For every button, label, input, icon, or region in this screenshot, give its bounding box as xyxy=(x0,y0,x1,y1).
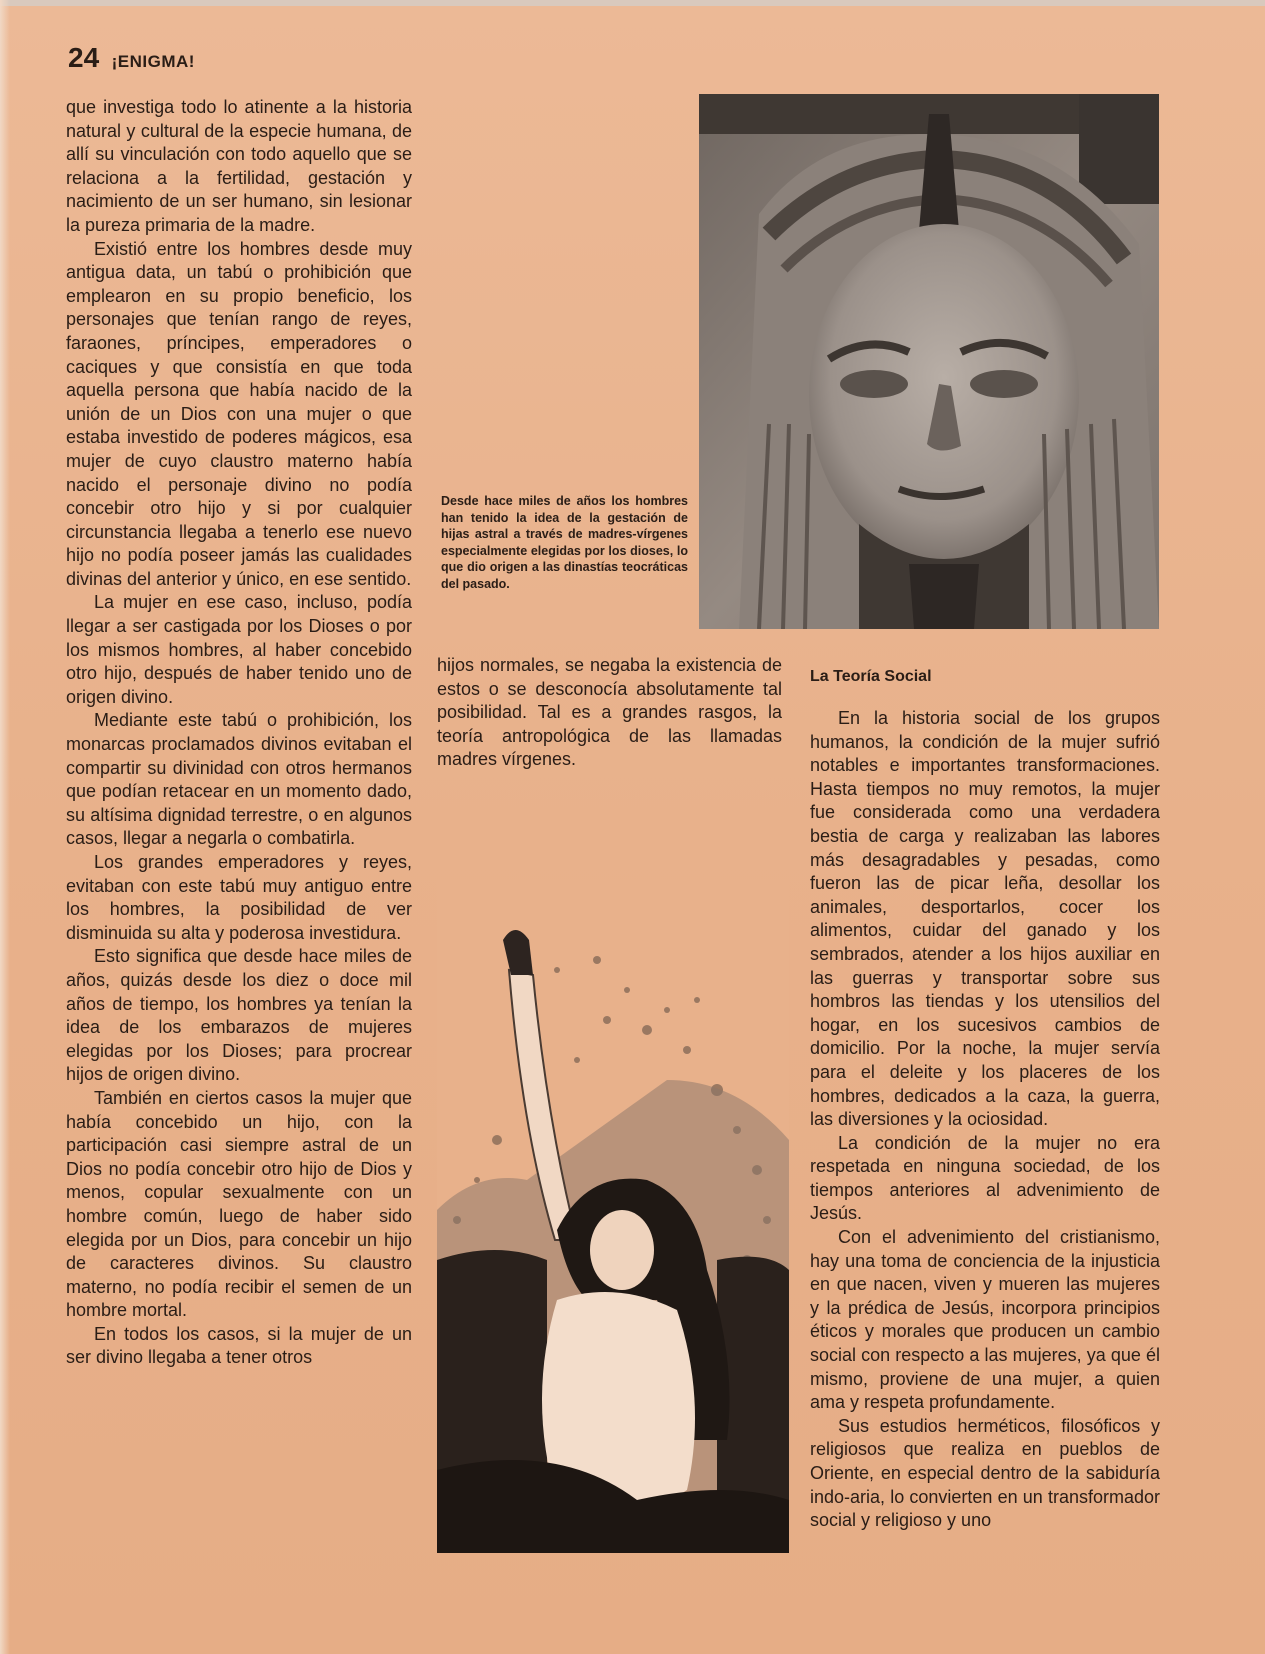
woman-photo xyxy=(437,880,789,1553)
paragraph: hijos normales, se negaba la existencia de estos o se desconocía absolutamente tal posibilidad. Tal es a grandes rasgos, la teoría antropológica de las llamadas madres vírgenes. xyxy=(437,655,782,770)
page-header xyxy=(68,42,195,74)
paragraph: Con el advenimiento del cristianismo, hay una toma de conciencia de la injusticia en que nacen, viven y mueren las mujeres y la prédica de Jesús, incorpora principios éticos y morales que producen un cambio social con respecto a las mujeres, ya que él mismo, proviene de una mujer, a quien ama y respeta profundamente. xyxy=(810,1227,1160,1413)
paragraph: Existió entre los hombres desde muy antigua data, un tabú o prohibición que emplearon en su propio beneficio, los personajes que tenían rango de reyes, faraones, príncipes, emperadores o caciques y que consistía en que toda aquella persona que había nacido de la unión de un Dios con una mujer o que estaba investido de poderes mágicos, esa mujer de cuyo claustro materno había nacido el personaje divino no podía concebir otro hijo y si por cualquier circunstancia llegaba a tenerlo ese nuevo hijo no podía poseer jamás las cualidades divinas del anterior y único, en ese sentido. xyxy=(66,238,412,589)
paragraph: La mujer en ese caso, incluso, podía llegar a ser castigada por los Dioses o por los mismos hombres, al haber concebido otro hijo, después de haber tenido uno de origen divino. xyxy=(66,592,412,707)
section-heading: La Teoría Social xyxy=(810,668,932,685)
middle-column xyxy=(437,654,782,772)
magazine-title: ¡ENIGMA! xyxy=(111,52,195,71)
statue-photo xyxy=(699,94,1159,629)
paragraph: En la historia social de los grupos humanos, la condición de la mujer sufrió notables e importantes transformaciones. Hasta tiempos no muy remotos, la mujer fue considerada como una verdadera bestia de carga y realizaban las labores más desagradables y pesadas, como fueron las de picar leña, desollar los animales, desportarlos, cocer los alimentos, cuidar del ganado y los sembrados, atender a los hijos auxiliar en las guerras y transportar sobre sus hombros las tiendas y los utensilios del hogar, en los sucesivos cambios de domicilio. Por la noche, la mujer servía para el deleite y los placeres de los hombres, dedicados a la caza, la guerra, las diversiones y la ociosidad. xyxy=(810,708,1160,1130)
page-number: 24 xyxy=(68,42,100,73)
paragraph: En todos los casos, si la mujer de un ser divino llegaba a tener otros xyxy=(66,1323,412,1368)
left-column xyxy=(66,96,412,1370)
paragraph: que investiga todo lo atinente a la historia natural y cultural de la especie humana, de allí su vinculación con todo aquello que se relaciona a la fertilidad, gestación y nacimiento de un ser humano, sin lesionar la pureza primaria de la madre. xyxy=(66,97,412,235)
page-edge-shadow xyxy=(0,0,10,1654)
woman-illustration xyxy=(437,880,789,1553)
paragraph: La condición de la mujer no era respetada en ninguna sociedad, de los tiempos anteriores al advenimiento de Jesús. xyxy=(810,1132,1160,1224)
paragraph: Los grandes emperadores y reyes, evitaban con este tabú muy antiguo entre los hombres, la posibilidad de ver disminuida su alta y poderosa investidura. xyxy=(66,852,412,943)
paragraph: Esto significa que desde hace miles de años, quizás desde los diez o doce mil años de tiempo, los hombres ya tenían la idea de los embarazos de mujeres elegidas por los Dioses; para procrear hijos de origen divino. xyxy=(66,946,412,1085)
page-edge xyxy=(0,0,1265,6)
paragraph: También en ciertos casos la mujer que había concebido un hijo, con la participación casi siempre astral de un Dios no podía concebir otro hijo de Dios y menos, copular sexualmente con un hombre común, luego de haber sido elegida por un Dios, para concebir un hijo de caracteres divinos. Su claustro materno, no podía recibir el semen de un hombre mortal. xyxy=(66,1087,412,1321)
paragraph: Mediante este tabú o prohibición, los monarcas proclamados divinos evitaban el compartir su divinidad con otros hermanos que podían retacear en un momento dado, su altísima dignidad terrestre, o en algunos casos, llegar a negarla o combatirla. xyxy=(66,710,412,849)
photo-caption: Desde hace miles de años los hombres han tenido la idea de la gestación de hijas astral a través de madres-vírgenes especialmente elegidas por los dioses, lo que dio origen a las dinastías teocráticas del pasado. xyxy=(441,494,688,591)
paragraph: Sus estudios herméticos, filosóficos y religiosos que realiza en pueblos de Oriente, en especial dentro de la sabiduría indo-aria, lo convierten en un transformador social y religioso y uno xyxy=(810,1415,1160,1531)
statue-illustration xyxy=(699,94,1159,629)
right-column xyxy=(810,707,1160,1533)
